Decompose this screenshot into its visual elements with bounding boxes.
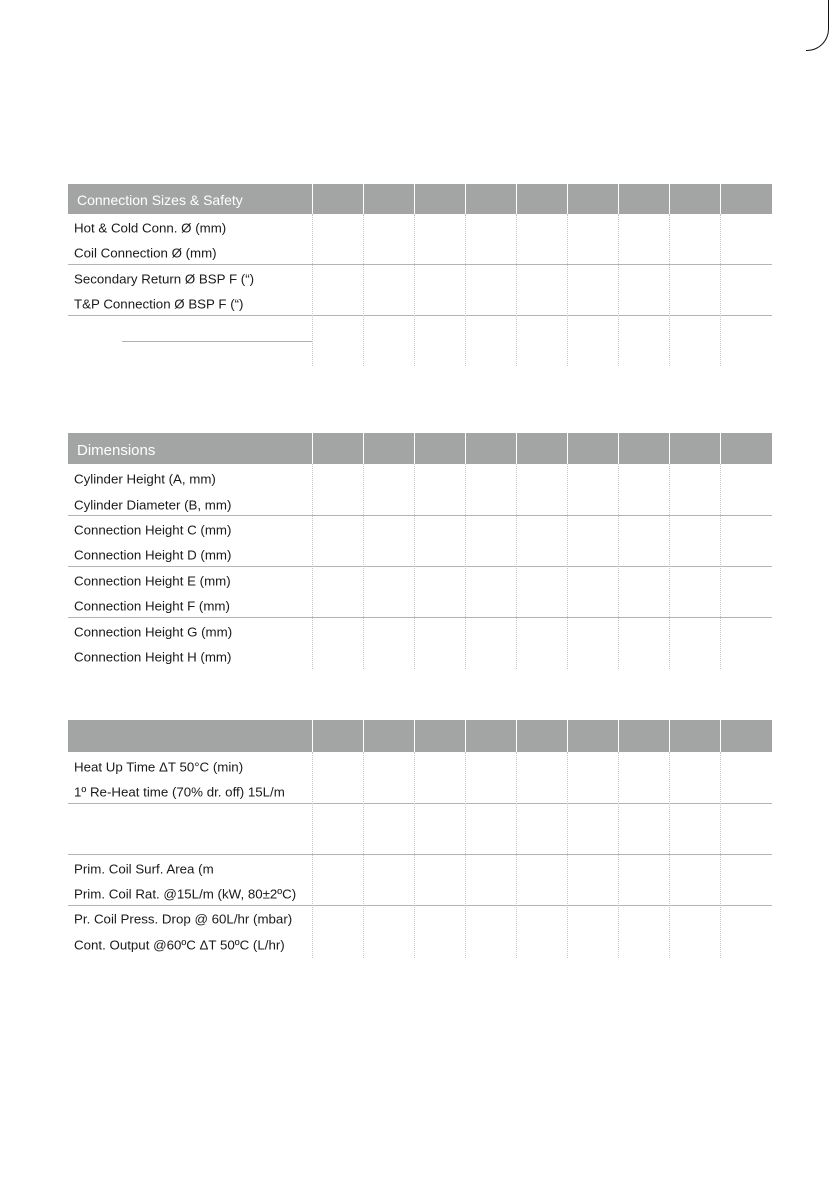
column-dotted-line	[618, 214, 619, 366]
header-column-separator	[312, 184, 313, 214]
header-column-separator	[618, 184, 619, 214]
row-label: Prim. Coil Surf. Area (m	[74, 861, 214, 877]
column-dotted-line	[567, 752, 568, 958]
header-column-separator	[720, 433, 721, 464]
header-column-separator	[516, 433, 517, 464]
row-label: Coil Connection Ø (mm)	[74, 245, 217, 261]
row-label: Cont. Output @60ºC ΔT 50ºC (L/hr)	[74, 937, 285, 953]
header-column-separator	[414, 433, 415, 464]
header-column-separator	[720, 720, 721, 752]
row-divider	[68, 566, 772, 567]
table-header	[68, 184, 772, 214]
header-column-separator	[516, 720, 517, 752]
header-column-separator	[669, 184, 670, 214]
column-dotted-line	[414, 214, 415, 366]
row-divider	[68, 617, 772, 618]
header-column-separator	[363, 433, 364, 464]
column-dotted-line	[414, 464, 415, 669]
row-label: Connection Height G (mm)	[74, 624, 233, 640]
column-dotted-line	[363, 464, 364, 669]
header-column-separator	[312, 433, 313, 464]
row-label: Connection Height C (mm)	[74, 522, 232, 538]
column-dotted-line	[465, 214, 466, 366]
row-label: Pr. Coil Press. Drop @ 60L/hr (mbar)	[74, 911, 293, 927]
column-dotted-line	[363, 752, 364, 958]
table-body	[68, 464, 772, 669]
row-label: Prim. Coil Rat. @15L/m (kW, 80±2ºC)	[74, 886, 297, 902]
header-column-separator	[669, 720, 670, 752]
table-body	[68, 214, 772, 366]
blank-label-line	[122, 341, 312, 342]
header-column-separator	[414, 720, 415, 752]
column-dotted-line	[618, 464, 619, 669]
column-dotted-line	[669, 752, 670, 958]
row-divider	[68, 854, 772, 855]
table-header	[68, 720, 772, 752]
row-label: Connection Height E (mm)	[74, 573, 231, 589]
header-column-separator	[567, 184, 568, 214]
row-label: Connection Height D (mm)	[74, 547, 232, 563]
row-divider	[68, 315, 772, 316]
dimensions-table	[68, 433, 772, 669]
row-label: Secondary Return Ø BSP F (“)	[74, 271, 255, 287]
column-dotted-line	[720, 752, 721, 958]
row-divider	[68, 515, 772, 516]
page-corner-mark	[806, 0, 829, 51]
header-column-separator	[312, 720, 313, 752]
row-label: Cylinder Diameter (B, mm)	[74, 497, 232, 513]
column-dotted-line	[567, 464, 568, 669]
header-column-separator	[414, 184, 415, 214]
header-column-separator	[720, 184, 721, 214]
header-column-separator	[465, 433, 466, 464]
column-dotted-line	[618, 752, 619, 958]
column-dotted-line	[567, 214, 568, 366]
header-column-separator	[363, 184, 364, 214]
row-label: T&P Connection Ø BSP F (“)	[74, 296, 244, 312]
column-dotted-line	[720, 464, 721, 669]
column-dotted-line	[312, 752, 313, 958]
header-column-separator	[618, 433, 619, 464]
column-dotted-line	[516, 464, 517, 669]
column-dotted-line	[312, 464, 313, 669]
column-dotted-line	[312, 214, 313, 366]
table-header	[68, 433, 772, 464]
row-divider	[68, 905, 772, 906]
header-column-separator	[618, 720, 619, 752]
row-label: 1º Re-Heat time (70% dr. off) 15L/m	[74, 784, 285, 800]
section-title: Dimensions	[77, 442, 156, 459]
column-dotted-line	[465, 464, 466, 669]
header-column-separator	[465, 720, 466, 752]
table-body	[68, 752, 772, 958]
column-dotted-line	[363, 214, 364, 366]
section-title: Connection Sizes & Safety	[77, 192, 243, 208]
column-dotted-line	[516, 214, 517, 366]
row-label: Connection Height H (mm)	[74, 649, 232, 665]
header-column-separator	[567, 720, 568, 752]
column-dotted-line	[669, 464, 670, 669]
header-column-separator	[363, 720, 364, 752]
header-column-separator	[516, 184, 517, 214]
column-dotted-line	[516, 752, 517, 958]
performance-table	[68, 720, 772, 958]
column-dotted-line	[720, 214, 721, 366]
row-divider	[68, 264, 772, 265]
row-divider	[68, 803, 772, 804]
header-column-separator	[567, 433, 568, 464]
header-column-separator	[465, 184, 466, 214]
row-label: Heat Up Time ΔT 50°C (min)	[74, 759, 244, 775]
row-label: Cylinder Height (A, mm)	[74, 471, 216, 487]
column-dotted-line	[669, 214, 670, 366]
column-dotted-line	[414, 752, 415, 958]
header-column-separator	[669, 433, 670, 464]
connection-sizes-table	[68, 184, 772, 366]
row-label: Hot & Cold Conn. Ø (mm)	[74, 220, 227, 236]
row-label: Connection Height F (mm)	[74, 598, 230, 614]
column-dotted-line	[465, 752, 466, 958]
